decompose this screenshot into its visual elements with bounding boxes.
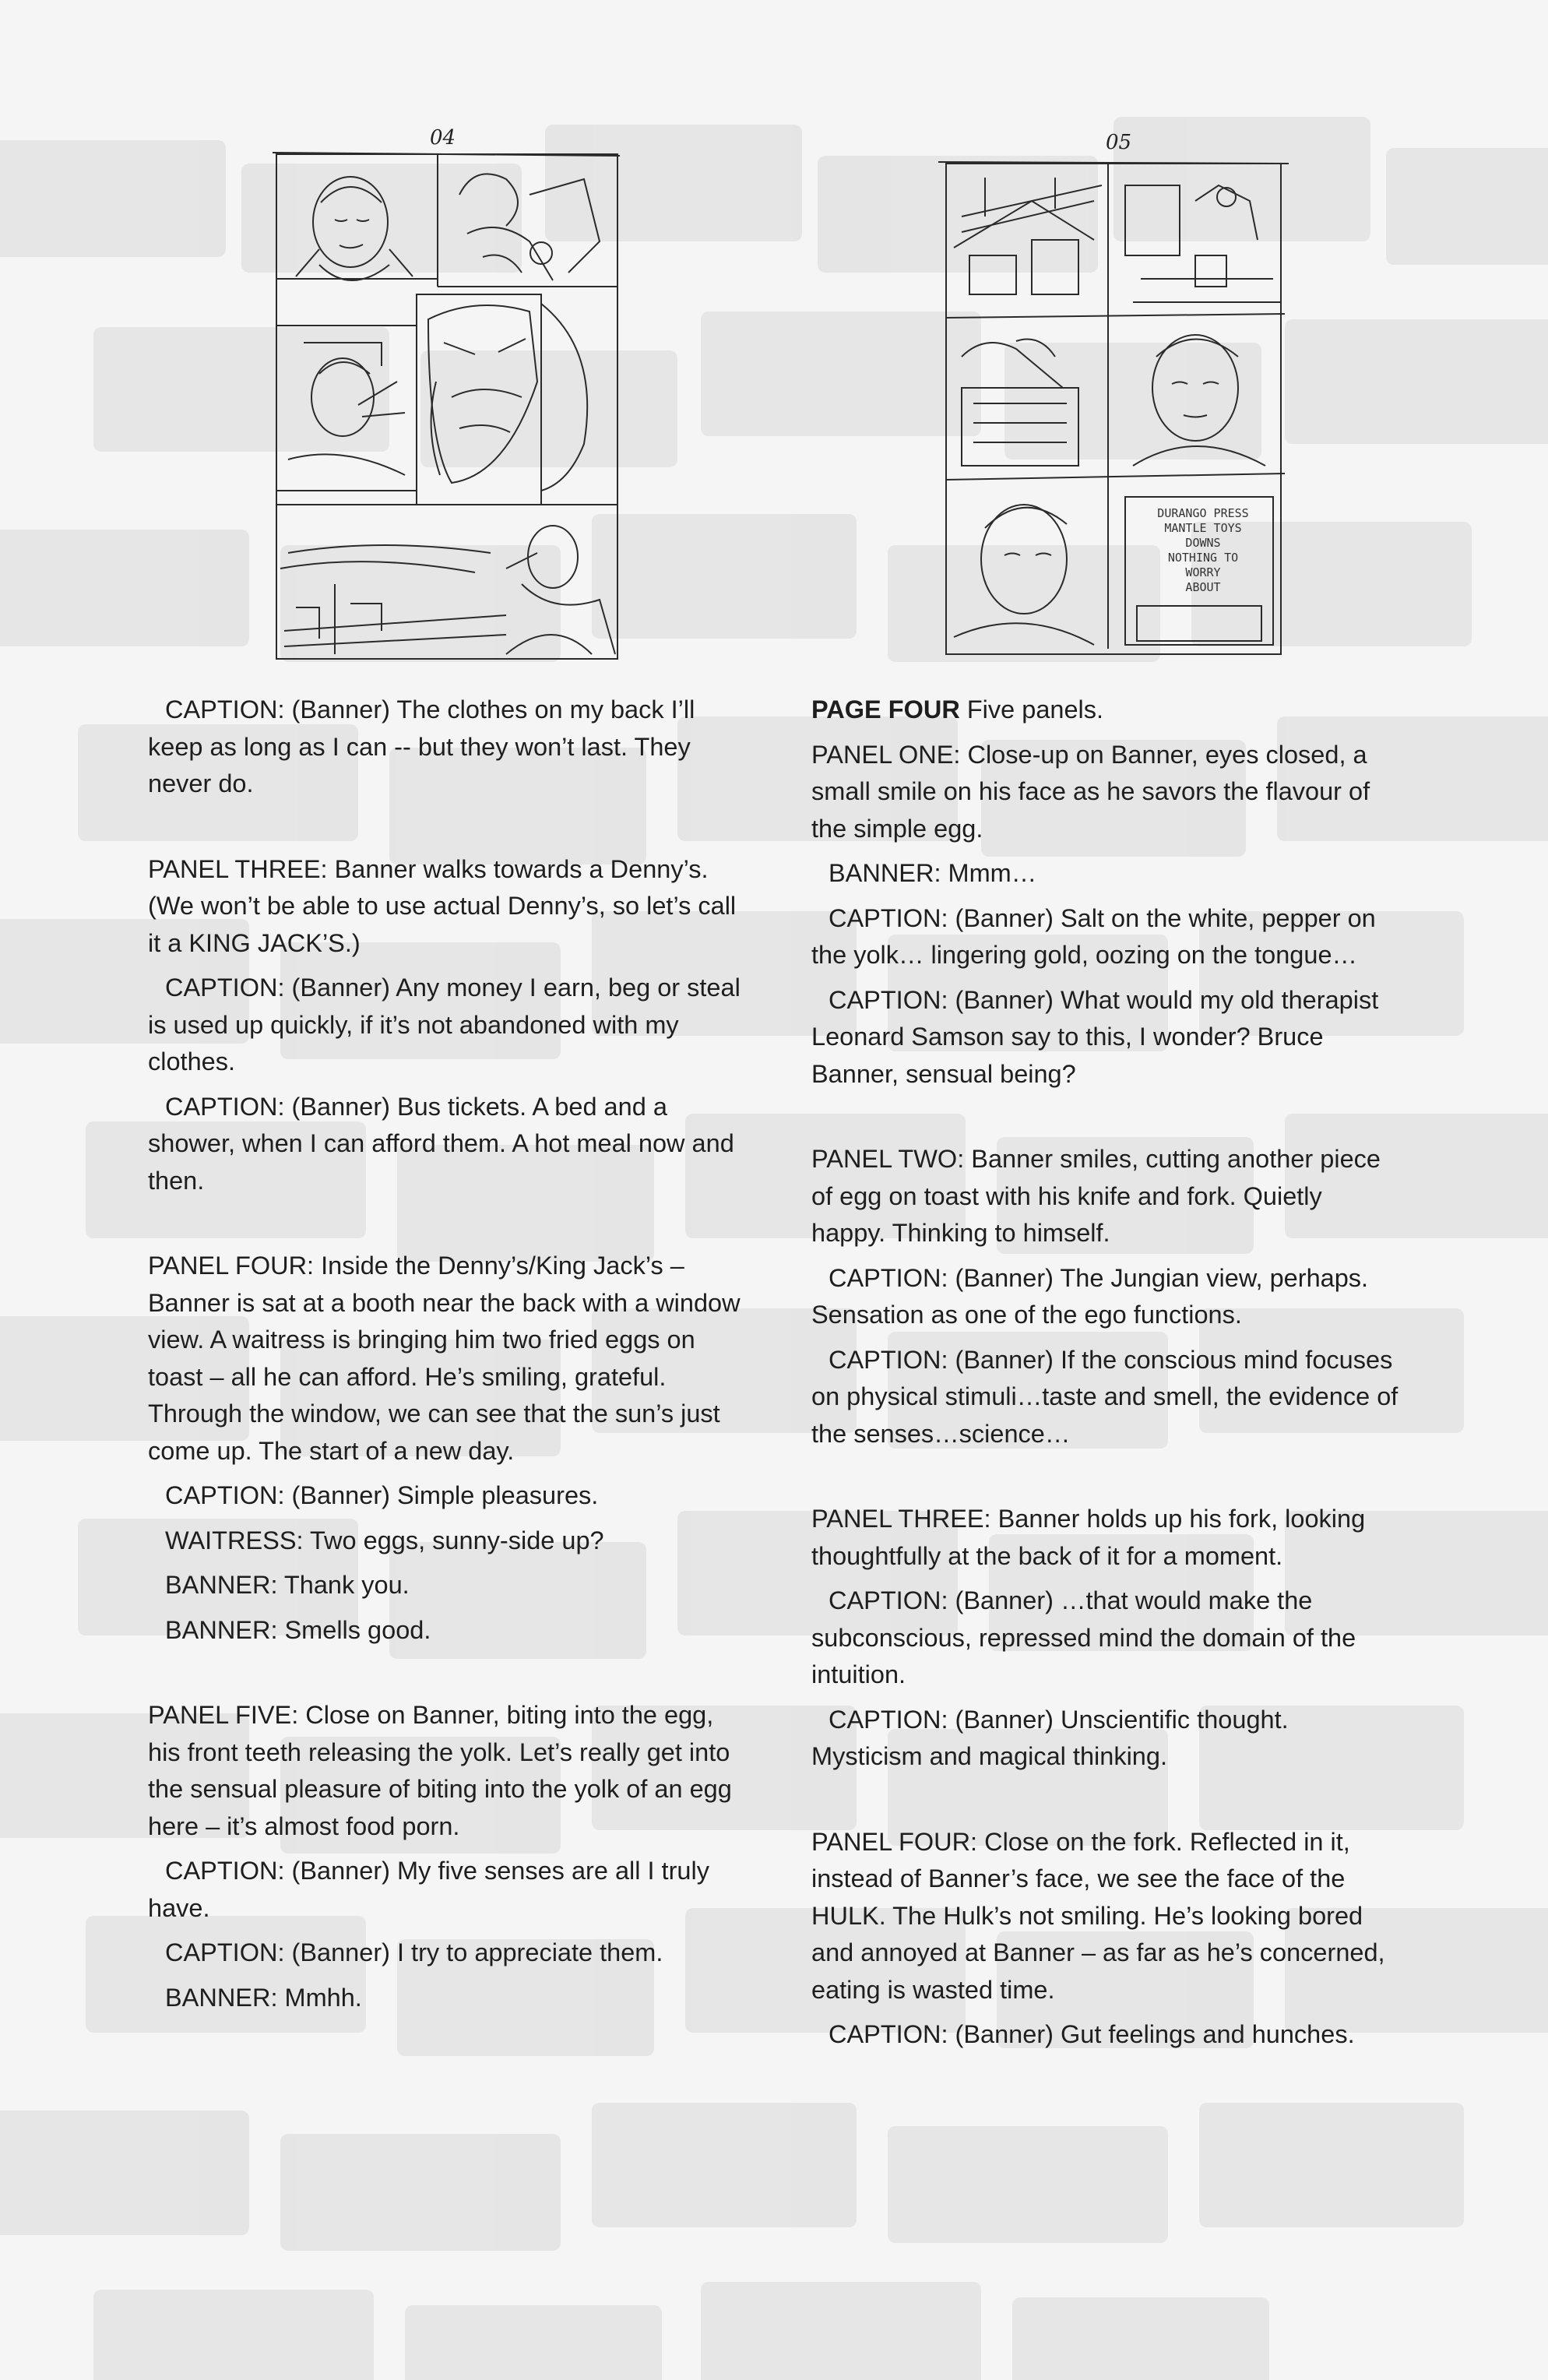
panel-description: PANEL FOUR: Close on the fork. Reflected in it, instead of Banner’s face, we see the face of the HULK. The Hulk’s not smiling. He’s looking bored and annoyed at Banner – as far as he’s concerned, eating is wasted time. xyxy=(811,1827,1385,2004)
panel-description: PANEL ONE: Close-up on Banner, eyes closed, a small smile on his face as he savors the flavour of the simple egg. xyxy=(811,740,1370,843)
page-heading xyxy=(811,692,1402,729)
script-line: BANNER: Smells good. xyxy=(165,1615,431,1644)
page-heading-panel-count: Five panels. xyxy=(959,695,1104,724)
script-line: BANNER: Mmm… xyxy=(829,859,1037,887)
script-line: CAPTION: (Banner) Any money I earn, beg or steal is used up quickly, if it’s not abandoned with my clothes. xyxy=(148,973,741,1076)
panel-description: PANEL FIVE: Close on Banner, biting into the egg, his front teeth releasing the yolk. Let’s really get into the sensual pleasure of biting into the yolk of an egg here – it’s almost food porn. xyxy=(148,1701,732,1840)
script-line: CAPTION: (Banner) Bus tickets. A bed and a shower, when I can afford them. A hot meal now and then. xyxy=(148,1092,734,1195)
page-number-04: 04 xyxy=(430,126,456,150)
script-line: CAPTION: (Banner) The clothes on my back I’ll keep as long as I can -- but they won’t last. They never do. xyxy=(148,695,695,797)
script-line: CAPTION: (Banner) Simple pleasures. xyxy=(165,1481,599,1509)
script-line: CAPTION: (Banner) What would my old therapist Leonard Samson say to this, I wonder? Bruce Banner, sensual being? xyxy=(811,985,1379,1088)
thumbnail-sketch-page-05 xyxy=(938,154,1296,664)
script-line: CAPTION: (Banner) The Jungian view, perhaps. Sensation as one of the ego functions. xyxy=(811,1263,1369,1329)
script-column-right xyxy=(811,692,1402,2061)
script-line: WAITRESS: Two eggs, sunny-side up? xyxy=(165,1526,604,1554)
script-line: CAPTION: (Banner) I try to appreciate them. xyxy=(165,1938,663,1966)
script-line: CAPTION: (Banner) If the conscious mind focuses on physical stimuli…taste and smell, the evidence of the senses…science… xyxy=(811,1345,1398,1448)
script-line: CAPTION: (Banner) Unscientific thought. Mysticism and magical thinking. xyxy=(811,1705,1289,1770)
script-line: BANNER: Thank you. xyxy=(165,1571,410,1599)
panel-description: PANEL FOUR: Inside the Denny’s/King Jack’s – Banner is sat at a booth near the back with a window view. A waitress is bringing him two fried eggs on toast – all he can afford. He’s smiling, grateful. Through the window, we can see that the sun’s just come up. The start of a new day. xyxy=(148,1252,741,1465)
script-line: BANNER: Mmhh. xyxy=(165,1983,362,2012)
script-line: CAPTION: (Banner) My five senses are all I truly have. xyxy=(148,1857,709,1922)
panel-description: PANEL THREE: Banner holds up his fork, looking thoughtfully at the back of it for a moment. xyxy=(811,1505,1366,1570)
thumbnail-sketch-page-04 xyxy=(273,148,623,666)
panel-description: PANEL TWO: Banner smiles, cutting another piece of egg on toast with his knife and fork. Quietly happy. Thinking to himself. xyxy=(811,1145,1381,1247)
script-line: CAPTION: (Banner) Gut feelings and hunches. xyxy=(829,2020,1355,2048)
script-line: CAPTION: (Banner) …that would make the subconscious, repressed mind the domain of the intuition. xyxy=(811,1586,1356,1688)
script-column-left xyxy=(148,692,741,2024)
page-heading-label: PAGE FOUR xyxy=(811,695,960,724)
script-line: CAPTION: (Banner) Salt on the white, pepper on the yolk… lingering gold, oozing on the tongue… xyxy=(811,903,1376,969)
sketch-sign-text: DURANGO PRESS MANTLE TOYS DOWNS NOTHING TO WORRY ABOUT xyxy=(1157,506,1249,594)
panel-description: PANEL THREE: Banner walks towards a Denny’s. (We won’t be able to use actual Denny’s, so let’s call it a KING JACK’S.) xyxy=(148,854,737,957)
page-number-05: 05 xyxy=(1106,131,1132,154)
